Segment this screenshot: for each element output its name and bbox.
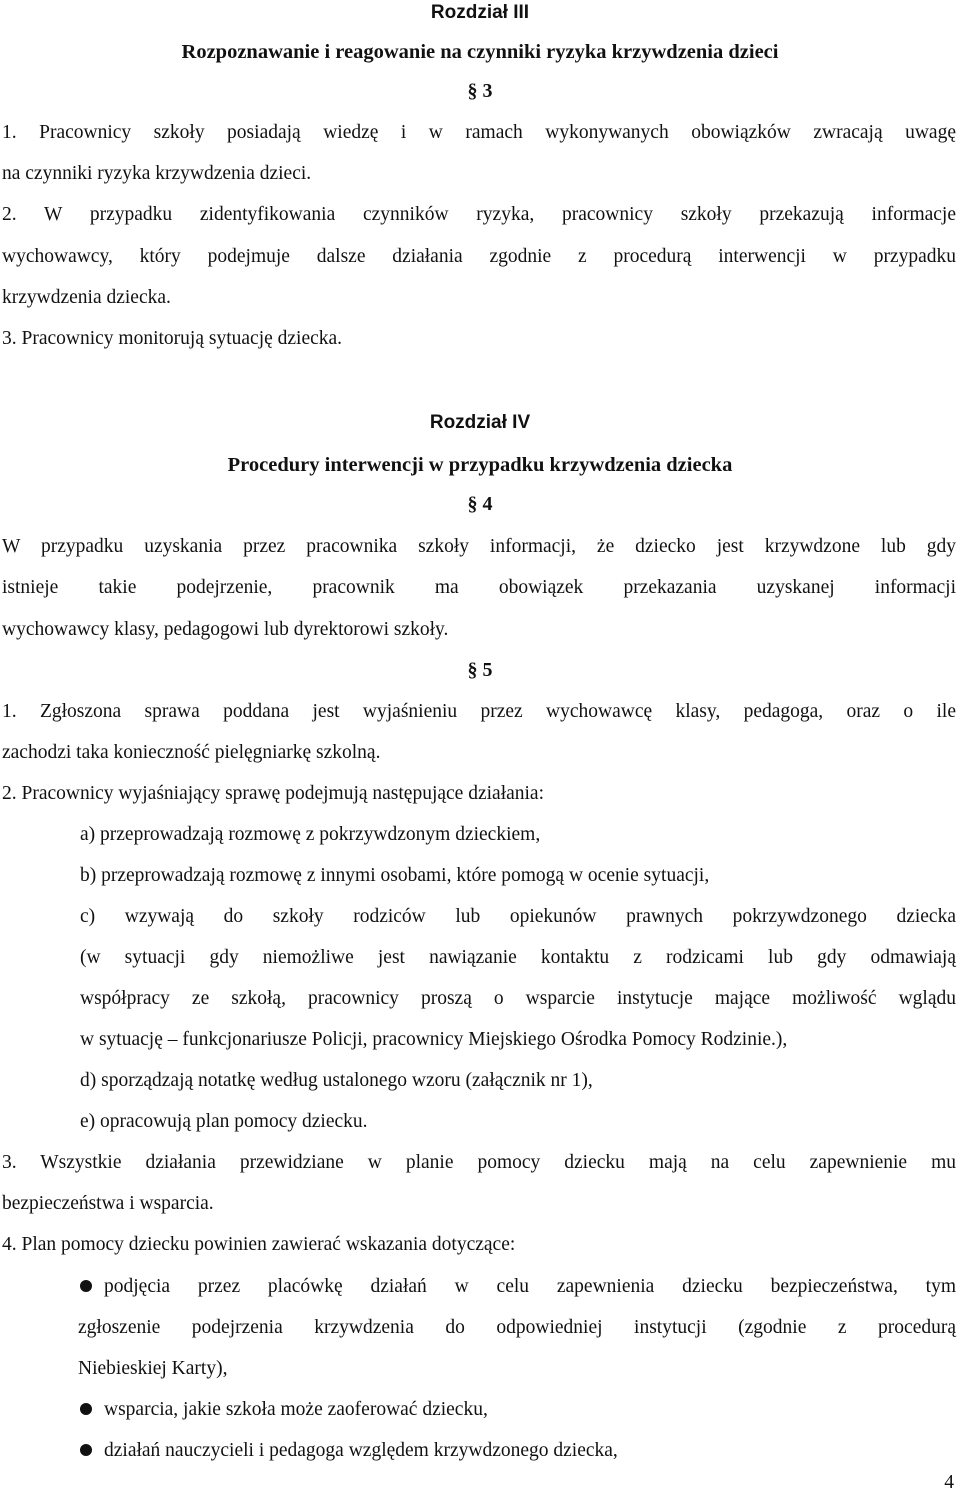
bullet-dot-icon bbox=[80, 1403, 92, 1415]
list-item-e: e) opracowują plan pomocy dziecku. bbox=[80, 1111, 368, 1132]
ch3-paragraph-1-line-1: 1. Pracownicy szkoły posiadają wiedzę i w ramach wykonywanych obowiązków zwracają uwagę bbox=[2, 122, 956, 143]
s5-paragraph-4: 4. Plan pomocy dziecku powinien zawierać wskazania dotyczące: bbox=[2, 1234, 516, 1255]
s5-paragraph-3-line-2: bezpieczeństwa i wsparcia. bbox=[2, 1193, 214, 1214]
section-3-sign: § 3 bbox=[467, 80, 493, 102]
list-item-b: b) przeprowadzają rozmowę z innymi osobami, które pomogą w ocenie sytuacji, bbox=[80, 865, 710, 886]
bullet-2 bbox=[80, 1398, 488, 1422]
s4-line-1: W przypadku uzyskania przez pracownika szkoły informacji, że dziecko jest krzywdzone lub gdy bbox=[2, 536, 956, 557]
list-item-c-line-4: w sytuację – funkcjonariusze Policji, pracownicy Miejskiego Ośrodka Pomocy Rodzinie.), bbox=[80, 1029, 788, 1050]
s4-line-2: istnieje takie podejrzenie, pracownik ma obowiązek przekazania uzyskanej informacji bbox=[2, 577, 956, 598]
bullet-3 bbox=[80, 1439, 618, 1463]
s4-line-3: wychowawcy klasy, pedagogowi lub dyrektorowi szkoły. bbox=[2, 619, 449, 640]
bullet-3-text: działań nauczycieli i pedagoga względem krzywdzonego dziecka, bbox=[104, 1440, 618, 1461]
bullet-1-line-1 bbox=[80, 1275, 956, 1299]
section-4-sign: § 4 bbox=[467, 493, 493, 515]
s5-paragraph-1-line-2: zachodzi taka konieczność pielęgniarkę szkolną. bbox=[2, 742, 381, 763]
list-item-c-line-1: c) wzywają do szkoły rodziców lub opiekunów prawnych pokrzywdzonego dziecka bbox=[80, 906, 956, 927]
s5-paragraph-2: 2. Pracownicy wyjaśniający sprawę podejmują następujące działania: bbox=[2, 783, 545, 804]
chapter-4-heading: Rozdział IV bbox=[429, 412, 531, 433]
list-item-a: a) przeprowadzają rozmowę z pokrzywdzonym dzieckiem, bbox=[80, 824, 541, 845]
bullet-1-line-2: zgłoszenie podejrzenia krzywdzenia do odpowiedniej instytucji (zgodnie z procedurą bbox=[78, 1317, 956, 1338]
s5-paragraph-3-line-1: 3. Wszystkie działania przewidziane w planie pomocy dziecku mają na celu zapewnienie mu bbox=[2, 1152, 956, 1173]
page-number: 4 bbox=[944, 1472, 954, 1493]
bullet-1-line-3: Niebieskiej Karty), bbox=[78, 1358, 228, 1379]
s5-paragraph-1-line-1: 1. Zgłoszona sprawa poddana jest wyjaśnieniu przez wychowawcę klasy, pedagoga, oraz o ile bbox=[2, 701, 956, 722]
list-item-c-line-3: współpracy ze szkołą, pracownicy proszą o wsparcie instytucje mające możliwość wglądu bbox=[80, 988, 956, 1009]
chapter-3-heading: Rozdział III bbox=[430, 2, 530, 23]
section-5-sign: § 5 bbox=[467, 659, 493, 681]
ch3-paragraph-2-line-2: wychowawcy, który podejmuje dalsze działania zgodnie z procedurą interwencji w przypadku bbox=[2, 246, 956, 267]
ch3-paragraph-2-line-1: 2. W przypadku zidentyfikowania czynników ryzyka, pracownicy szkoły przekazują informacje bbox=[2, 204, 956, 225]
ch3-paragraph-1-line-2: na czynniki ryzyka krzywdzenia dzieci. bbox=[2, 163, 312, 184]
chapter-3-title: Rozpoznawanie i reagowanie na czynniki ryzyka krzywdzenia dzieci bbox=[181, 41, 779, 63]
chapter-4-title: Procedury interwencji w przypadku krzywdzenia dziecka bbox=[227, 454, 733, 476]
list-item-c-line-2: (w sytuacji gdy niemożliwe jest nawiązanie kontaktu z rodzicami lub gdy odmawiają bbox=[80, 947, 956, 968]
ch3-paragraph-2-line-3: krzywdzenia dziecka. bbox=[2, 287, 171, 308]
bullet-2-text: wsparcia, jakie szkoła może zaoferować dziecku, bbox=[104, 1399, 488, 1420]
ch3-paragraph-3: 3. Pracownicy monitorują sytuację dziecka. bbox=[2, 328, 343, 349]
list-item-d: d) sporządzają notatkę według ustalonego wzoru (załącznik nr 1), bbox=[80, 1070, 593, 1091]
bullet-dot-icon bbox=[80, 1280, 92, 1292]
bullet-dot-icon bbox=[80, 1444, 92, 1456]
bullet-1-text: podjęcia przez placówkę działań w celu zapewnienia dziecku bezpieczeństwa, tym bbox=[104, 1276, 956, 1297]
